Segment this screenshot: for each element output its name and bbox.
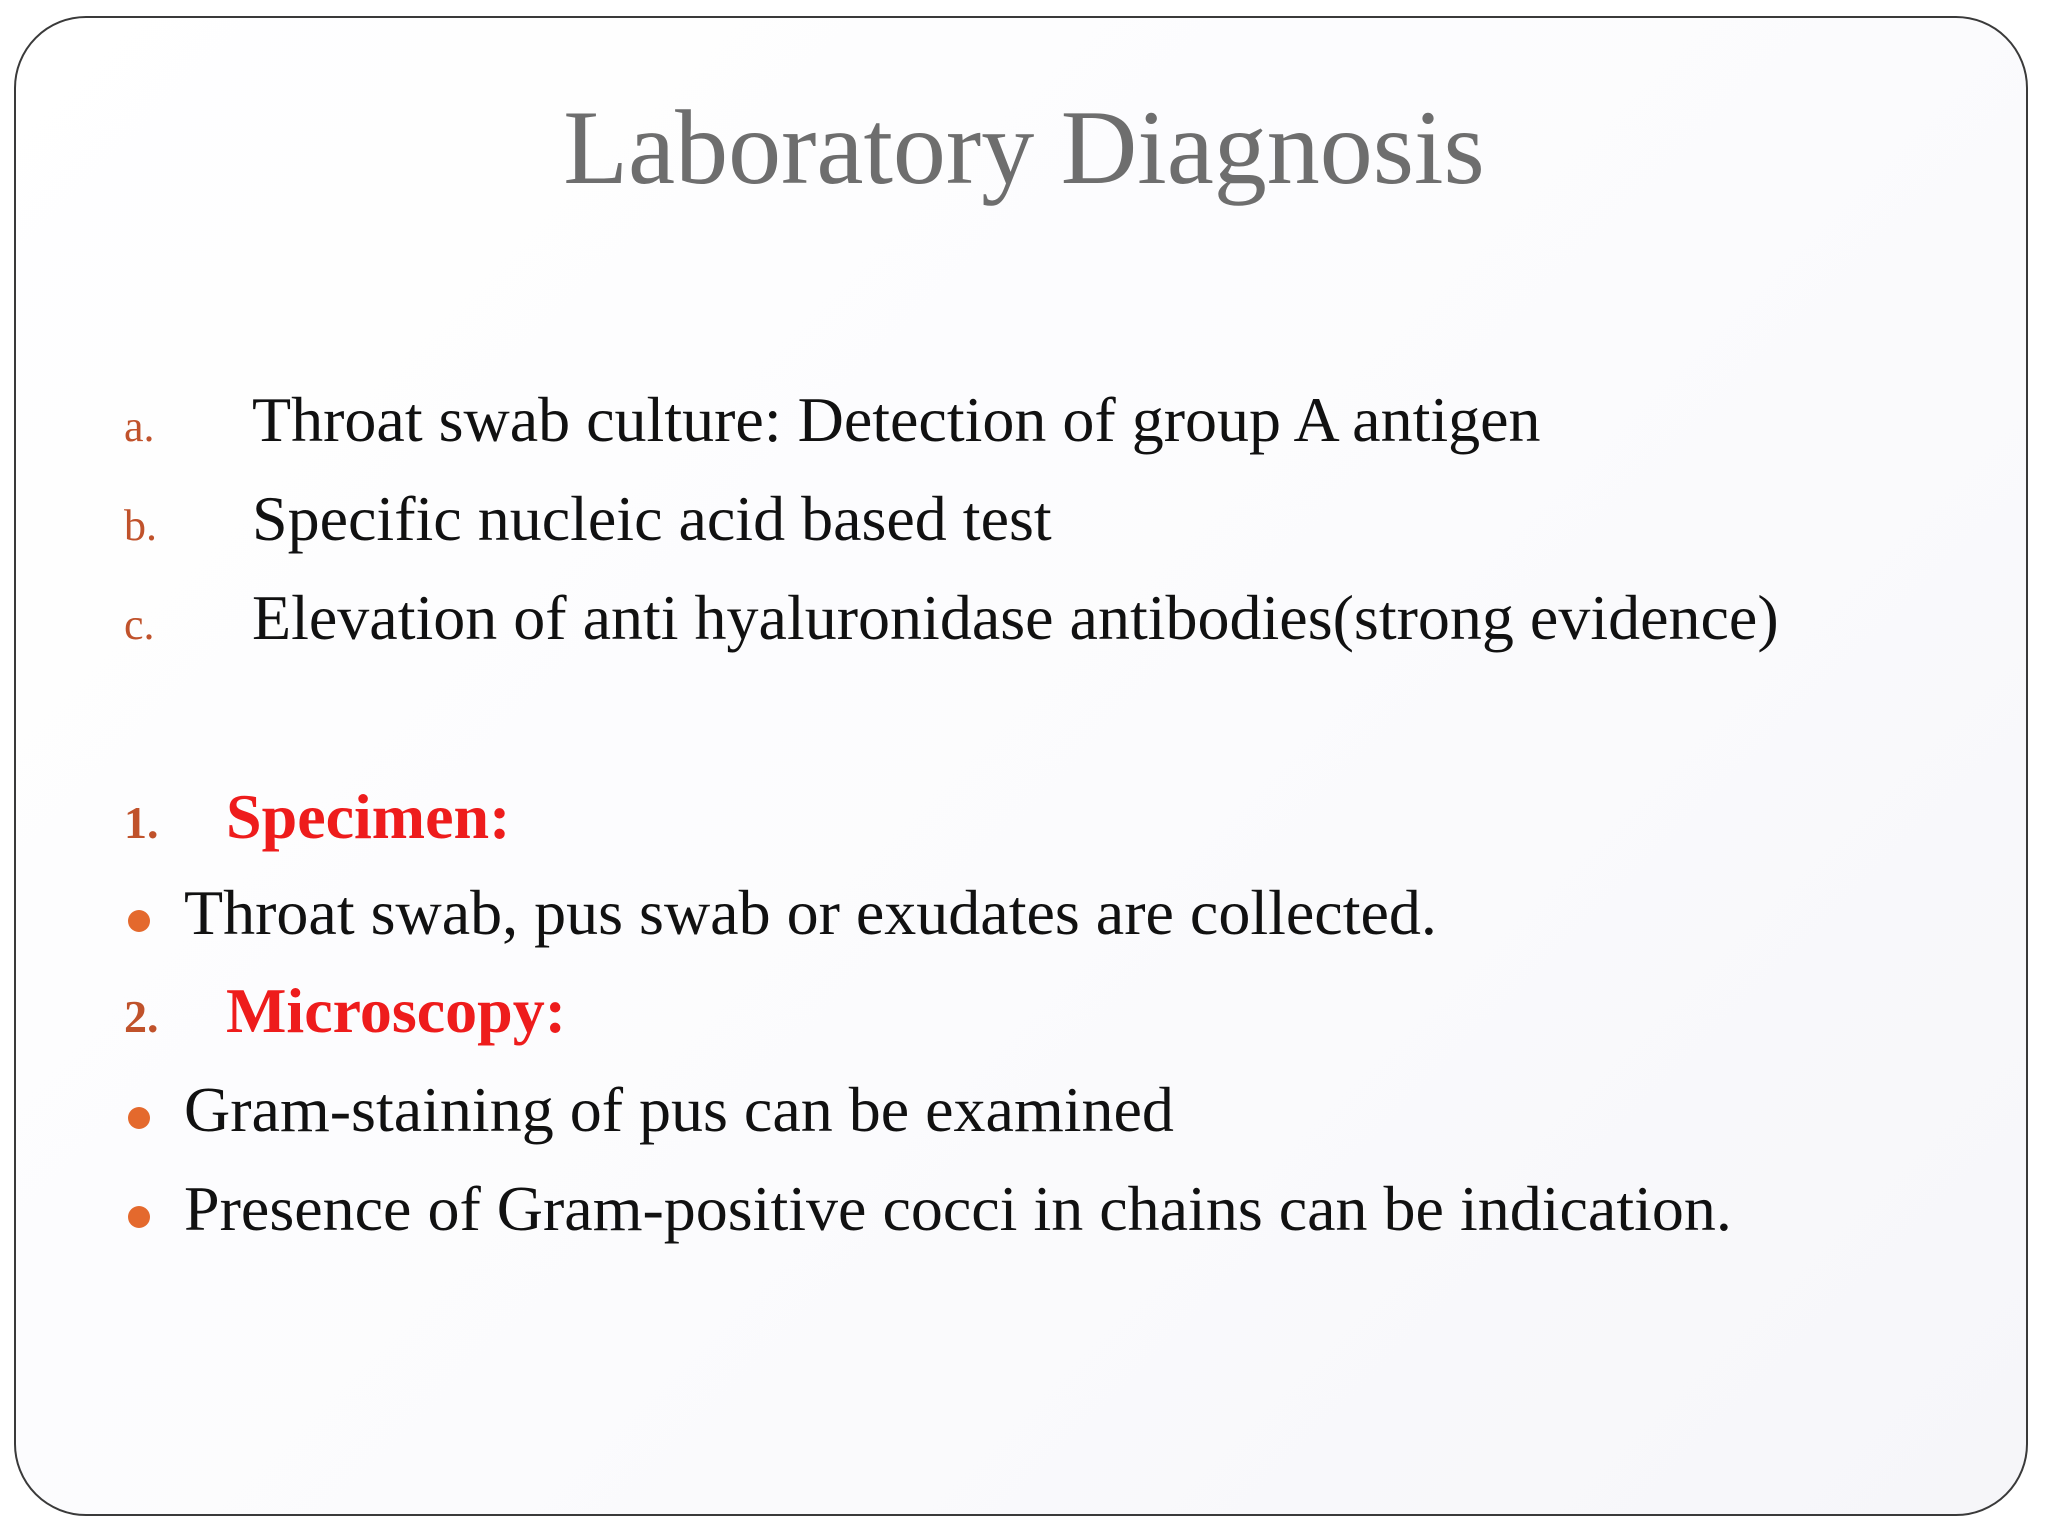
bullet-text: Gram-staining of pus can be examined <box>184 1074 1174 1145</box>
list-item-text: Throat swab culture: Detection of group A antigen <box>252 384 1541 455</box>
bullet-text: Presence of Gram-positive cocci in chains can be indication. <box>184 1173 1732 1244</box>
bullet-icon <box>128 910 150 932</box>
list-marker: c. <box>124 600 155 649</box>
list-marker: a. <box>124 402 155 451</box>
list-item-text: Specific nucleic acid based test <box>252 483 1052 554</box>
slide-frame <box>14 16 2028 1516</box>
list-item-text: Elevation of anti hyaluronidase antibodies(strong evidence) <box>252 582 1779 653</box>
bullet-text: Throat swab, pus swab or exudates are collected. <box>184 877 1437 948</box>
bullet-icon <box>128 1107 150 1129</box>
section-number: 2. <box>124 991 159 1042</box>
section-heading: Specimen: <box>226 781 511 852</box>
slide-title: Laboratory Diagnosis <box>563 89 1485 206</box>
bullet-icon <box>128 1206 150 1228</box>
list-marker: b. <box>124 501 157 550</box>
section-number: 1. <box>124 797 159 848</box>
section-heading: Microscopy: <box>226 975 567 1046</box>
